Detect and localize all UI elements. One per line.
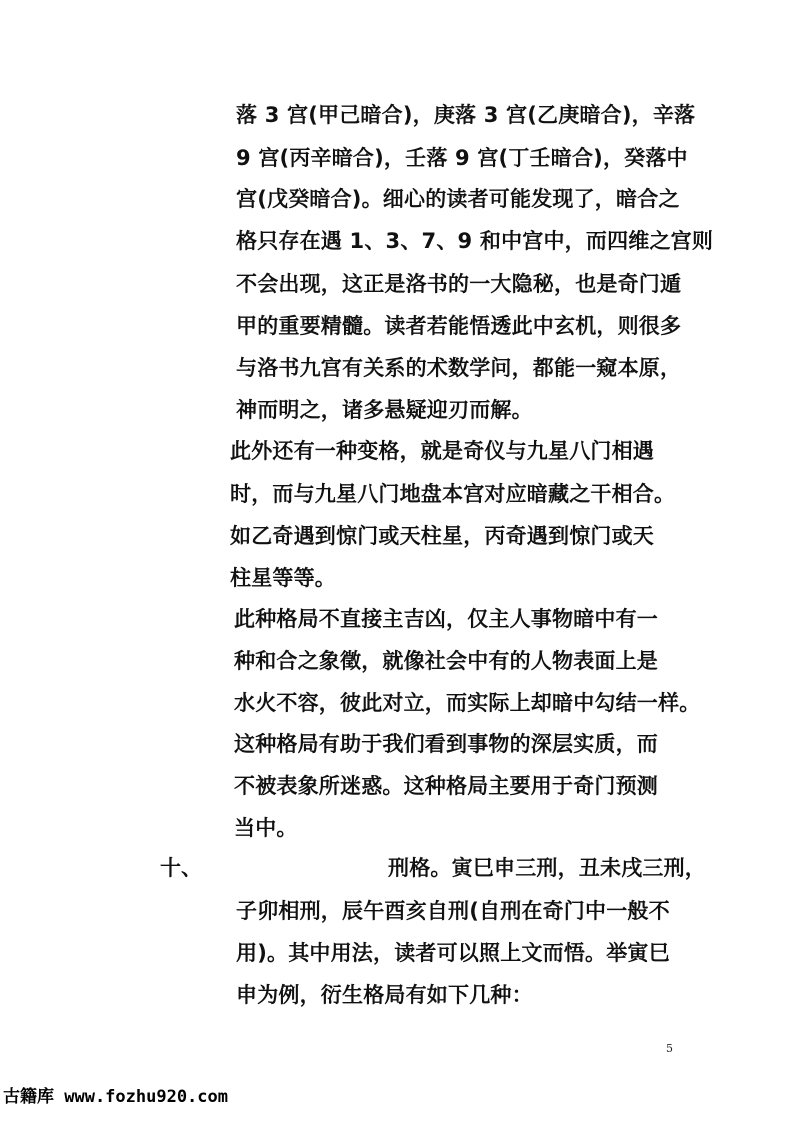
text-line: 柱星等等。 bbox=[230, 566, 336, 590]
text-line: 不会出现，这正是洛书的一大隐秘，也是奇门遁 bbox=[236, 272, 682, 296]
page-number: 5 bbox=[666, 1042, 673, 1055]
text-line: 宫(戊癸暗合)。细心的读者可能发现了，暗合之 bbox=[236, 187, 680, 211]
section-line: 子卯相刑，辰午酉亥自刑(自刑在奇门中一般不 bbox=[236, 899, 670, 923]
text-line: 与洛书九宫有关系的术数学问，都能一窥本原， bbox=[236, 356, 682, 380]
text-line: 时，而与九星八门地盘本宫对应暗藏之干相合。 bbox=[230, 482, 676, 506]
text-line: 不被表象所迷惑。这种格局主要用于奇门预测 bbox=[234, 774, 658, 798]
text-line: 此外还有一种变格，就是奇仪与九星八门相遇 bbox=[230, 439, 654, 463]
section-number: 十、 bbox=[160, 856, 202, 880]
text-line: 这种格局有助于我们看到事物的深层实质，而 bbox=[234, 732, 658, 756]
text-line: 格只存在遇 1、3、7、9 和中宫中，而四维之宫则 bbox=[236, 229, 714, 253]
text-line: 当中。 bbox=[234, 816, 298, 840]
text-line: 9 宫(丙辛暗合)，壬落 9 宫(丁壬暗合)，癸落中 bbox=[236, 146, 688, 170]
section-line: 刑格。寅巳申三刑，丑未戌三刑， bbox=[388, 856, 706, 880]
text-line: 神而明之，诸多悬疑迎刃而解。 bbox=[236, 398, 533, 422]
text-line: 如乙奇遇到惊门或天柱星，丙奇遇到惊门或天 bbox=[230, 524, 654, 548]
text-line: 落 3 宫(甲己暗合)，庚落 3 宫(乙庚暗合)，辛落 bbox=[236, 103, 696, 127]
text-line: 甲的重要精髓。读者若能悟透此中玄机，则很多 bbox=[236, 314, 682, 338]
section-line: 申为例，衍生格局有如下几种： bbox=[236, 983, 533, 1007]
section-line: 用)。其中用法，读者可以照上文而悟。举寅巳 bbox=[236, 941, 670, 965]
text-line: 水火不容，彼此对立，而实际上却暗中勾结一样。 bbox=[234, 691, 701, 715]
text-line: 种和合之象徵，就像社会中有的人物表面上是 bbox=[234, 649, 658, 673]
text-line: 此种格局不直接主吉凶，仅主人事物暗中有一 bbox=[234, 607, 658, 631]
website-footer: 古籍库 www.fozhu920.com bbox=[3, 1087, 228, 1107]
